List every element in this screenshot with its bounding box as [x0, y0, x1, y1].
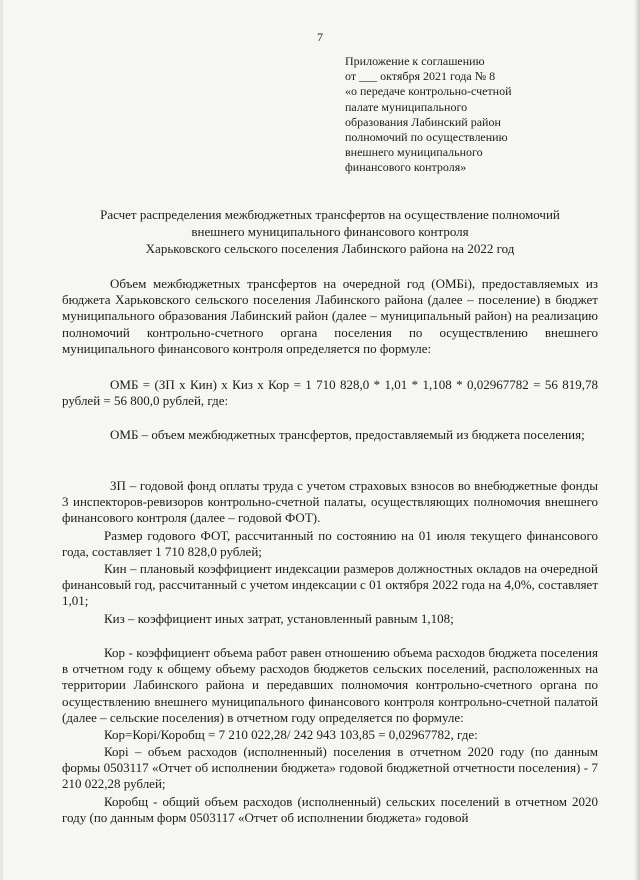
appendix-line: от ___ октября 2021 года № 8: [345, 69, 496, 84]
paragraph-kor-definition: [62, 645, 598, 726]
paragraph-korobshch-definition: [62, 794, 598, 826]
paragraph-text: Кор - коэффициент объема работ равен отношению объема расходов бюджета поселения в отчетном году к общему объему расходов бюджетов сельских поселений, расположенных на территории Лабинского района и передавших полномочия контрольно-счетного органа по осуществлению внешнего муниципального финансового контроля контрольно-счетной палатой (далее – сельские поселения) в отчетном году определяется по формуле:: [62, 645, 598, 725]
paragraph-fot-size: [62, 528, 598, 560]
paragraph-text: Киз – коэффициент иных затрат, установленный равным 1,108;: [104, 611, 454, 626]
scan-left-edge: [0, 0, 3, 880]
appendix-header: [345, 54, 595, 176]
appendix-line: образования Лабинский район: [345, 114, 501, 129]
paragraph-text: Объем межбюджетных трансфертов на очередной год (ОМБі), предоставляемых из бюджета Харьковского сельского поселения Лабинского района (далее – поселение) в бюджет муниципального образования Лабинский район (далее – муниципальный район) на реализацию полномочий контрольно-счетного органа поселения по осуществлению внешнего муниципального финансового контроля определяется по формуле:: [62, 276, 598, 356]
page-number: 7: [317, 30, 323, 44]
paragraph-omb-formula: [62, 377, 598, 409]
paragraph-text: Кин – плановый коэффициент индексации размеров должностных окладов на очередной финансовый год, рассчитанный с учетом индексации с 01 октября 2022 года на 4,0%, составляет 1,01;: [62, 561, 598, 609]
paragraph-text: Корі – объем расходов (исполненный) поселения в отчетном 2020 году (по данным формы 0503117 «Отчет об исполнении бюджета» годовой бюджетной отчетности поселения) - 7 210 022,28 рублей;: [62, 744, 598, 792]
paragraph-kiz-definition: [62, 611, 598, 627]
paragraph-kin-definition: [62, 561, 598, 610]
paragraph-omb-definition: [62, 427, 598, 443]
paragraph-kori-definition: [62, 744, 598, 793]
appendix-line: палате муниципального: [345, 99, 468, 114]
paragraph-text: ОМБ = (ЗП х Кин) х Киз х Кор = 1 710 828,0 * 1,01 * 1,108 * 0,02967782 = 56 819,78 рублей = 56 800,0 рублей, где:: [62, 377, 598, 409]
appendix-line: полномочий по осуществлению: [345, 130, 508, 145]
paragraph-text: Коробщ - общий объем расходов (исполненный) сельских поселений в отчетном 2020 году (по данным форм 0503117 «Отчет об исполнении бюджета» годовой: [62, 794, 598, 826]
paragraph-text: ЗП – годовой фонд оплаты труда с учетом страховых взносов во внебюджетные фонды 3 инспекторов-ревизоров контрольно-счетной палаты, осуществляющих полномочия внешнего финансового контроля (далее – годовой ФОТ).: [62, 478, 598, 526]
scan-right-edge: [634, 0, 640, 880]
paragraph-omb-intro: [62, 276, 598, 357]
title-line: внешнего муниципального финансового контроля: [191, 224, 469, 239]
paragraph-text: Кор=Корі/Коробщ = 7 210 022,28/ 242 943 103,85 = 0,02967782, где:: [104, 727, 478, 742]
appendix-line: финансового контроля»: [345, 160, 467, 175]
paragraph-kor-formula: [62, 727, 598, 743]
document-title: [40, 206, 620, 257]
title-line: Харьковского сельского поселения Лабинского района на 2022 год: [145, 241, 515, 256]
paragraph-text: Размер годового ФОТ, рассчитанный по состоянию на 01 июля текущего финансового года, составляет 1 710 828,0 рублей;: [62, 528, 598, 560]
appendix-line: Приложение к соглашению: [345, 54, 485, 68]
appendix-line: «о передаче контрольно-счетной: [345, 84, 512, 99]
appendix-line: внешнего муниципального: [345, 145, 483, 160]
paragraph-zp-definition: [62, 478, 598, 527]
title-line: Расчет распределения межбюджетных трансфертов на осуществление полномочий: [100, 207, 560, 222]
paragraph-text: ОМБ – объем межбюджетных трансфертов, предоставляемый из бюджета поселения;: [110, 427, 585, 442]
